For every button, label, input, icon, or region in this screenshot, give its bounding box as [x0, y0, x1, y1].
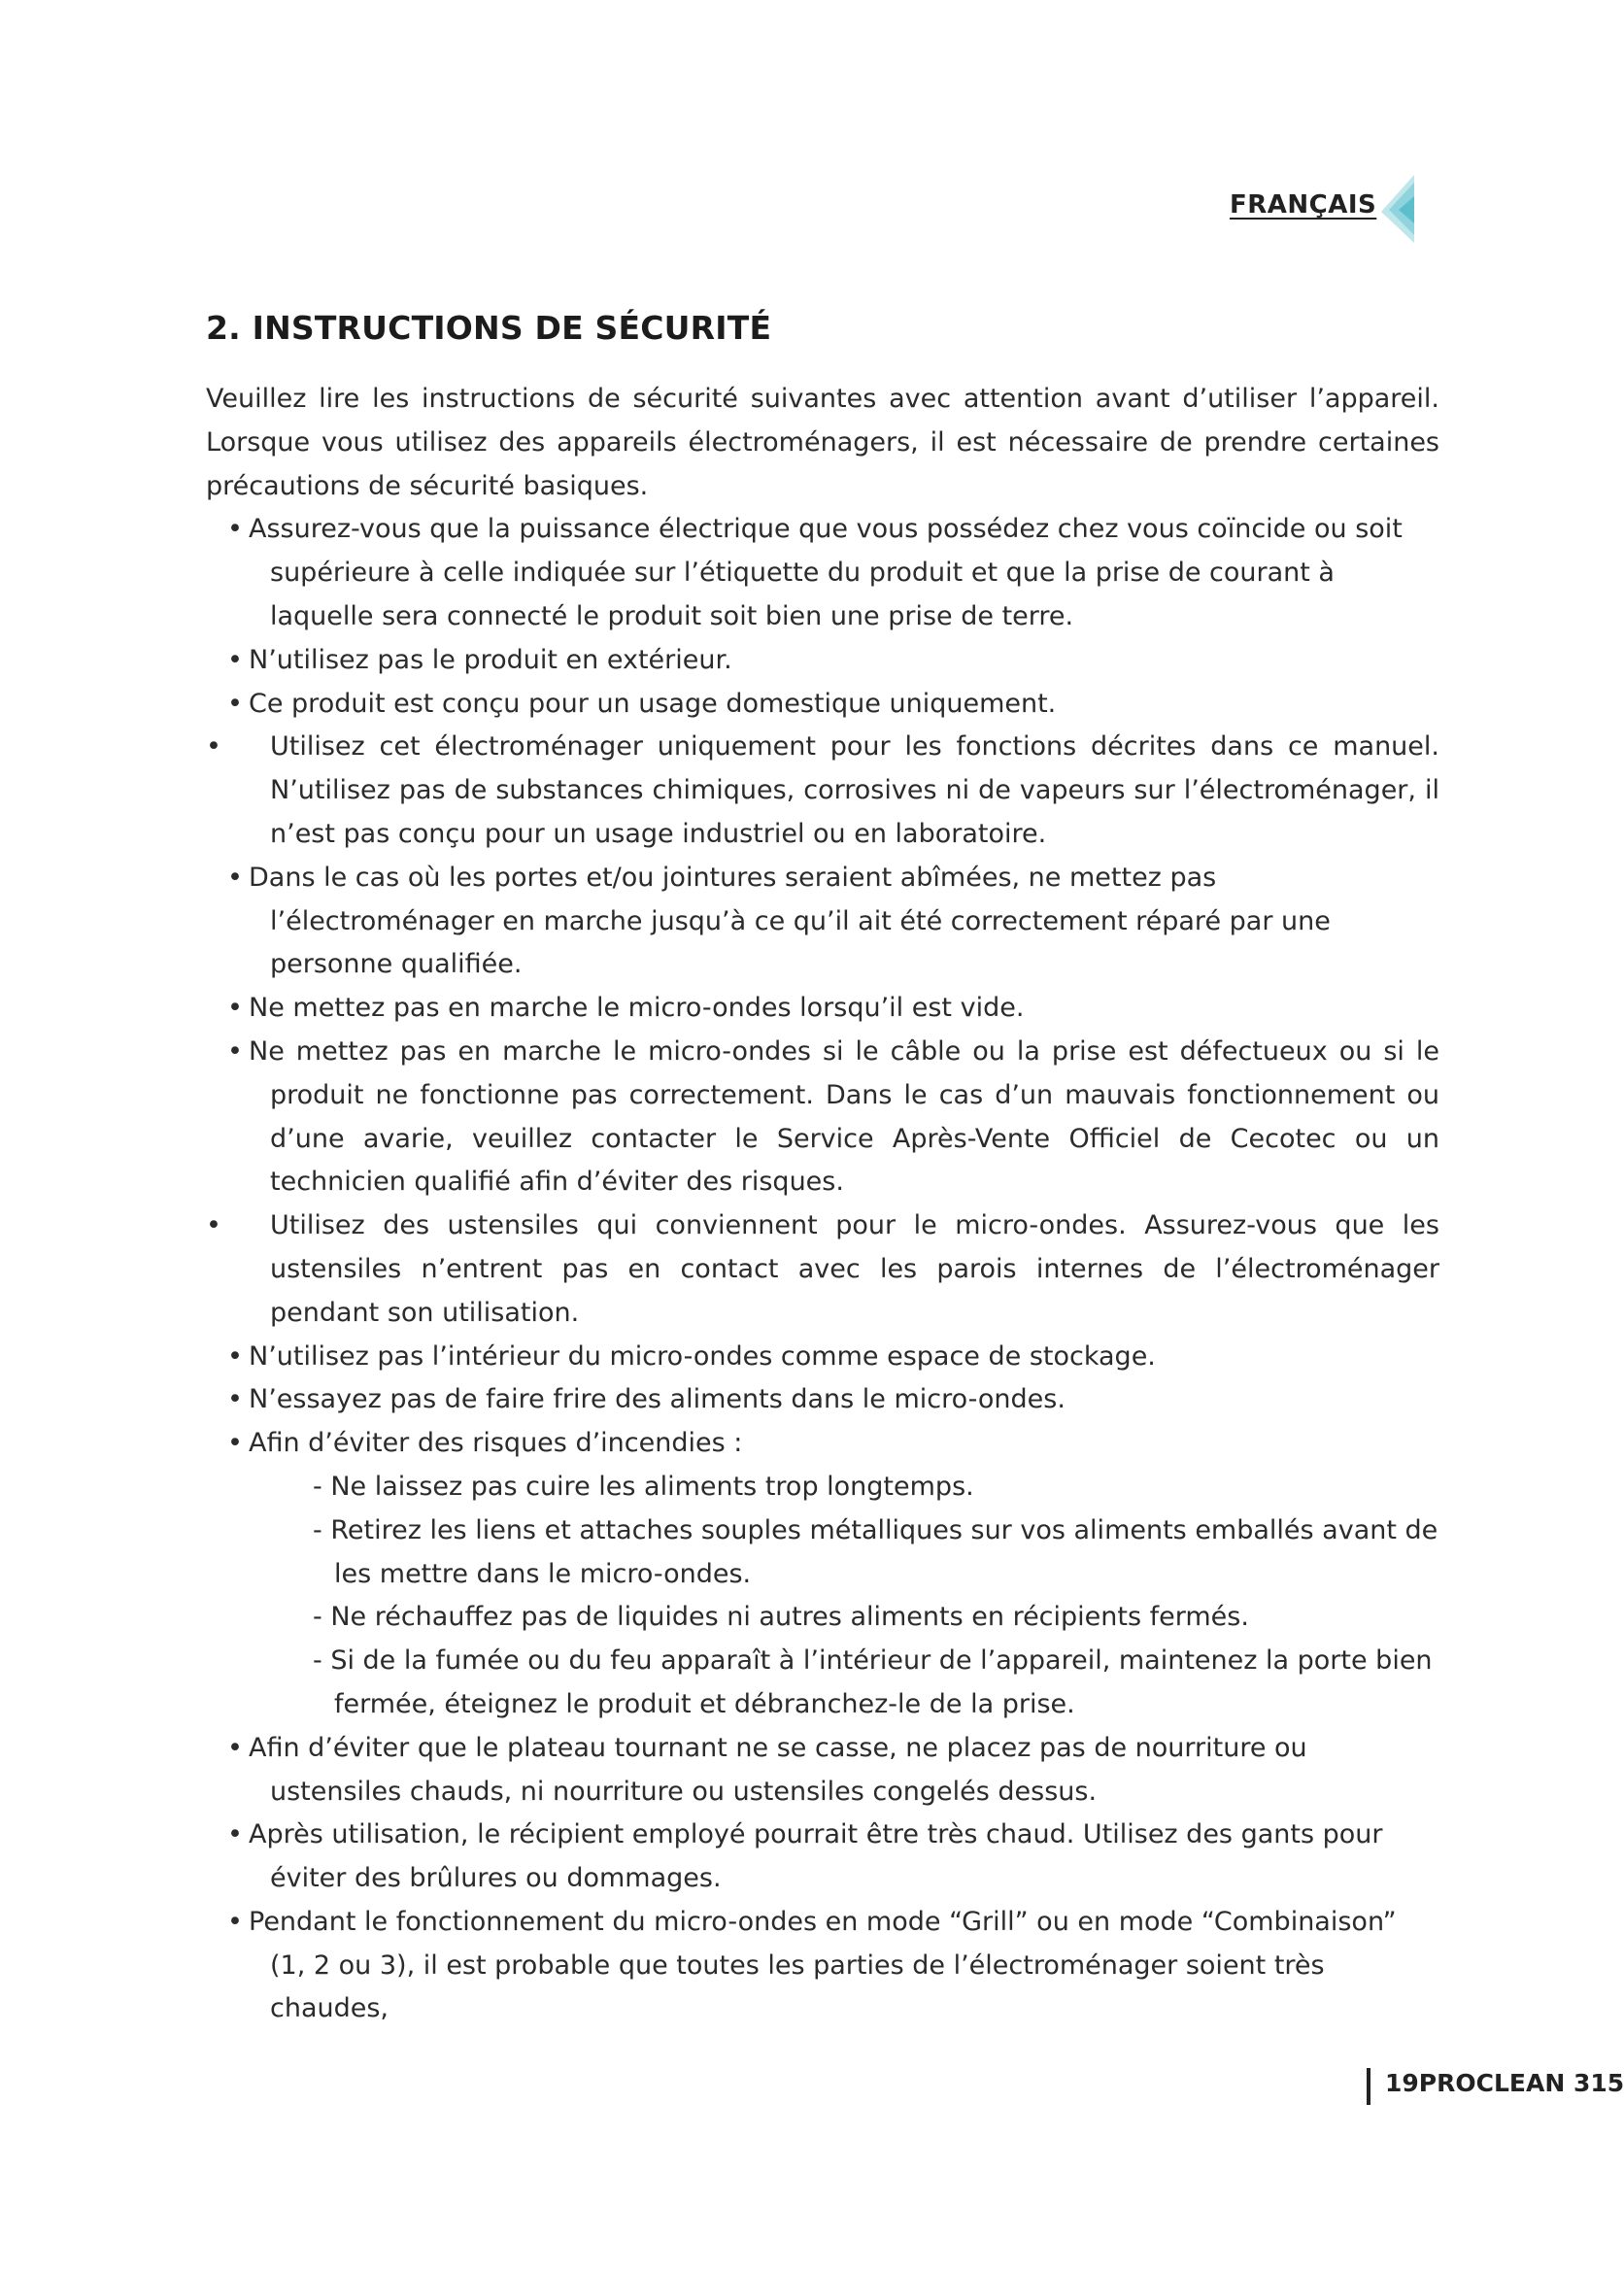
sub-list-item: - Ne laissez pas cuire les aliments trop longtemps.	[313, 1471, 974, 1502]
list-item	[206, 1378, 1439, 1422]
list-item-text: Ne mettez pas en marche le micro-ondes si le câble ou la prise est défectueux ou si le produit ne fonctionne pas correctement. Dans le cas d’un mauvais fonctionnement ou d’une avarie, veuillez contacter le Service Après-Vente Officiel de Cecotec ou un technicien qualifié afin d’éviter des risques.	[249, 1035, 1439, 1198]
safety-content	[206, 378, 1439, 2031]
footer-page-label: 19PROCLEAN 315	[1385, 2069, 1624, 2097]
list-item	[206, 857, 1439, 987]
bullet-icon: •	[227, 993, 243, 1024]
bullet-icon: •	[227, 1035, 243, 1067]
bullet-icon: •	[227, 1384, 243, 1415]
list-item	[206, 987, 1439, 1031]
fire-sub-list	[206, 1466, 1439, 1727]
bullet-icon: •	[227, 688, 243, 719]
bullet-icon: •	[227, 1428, 243, 1459]
list-item	[206, 1204, 1439, 1335]
footer-divider	[1367, 2068, 1370, 2105]
list-item	[206, 508, 1439, 638]
list-item	[206, 1901, 1439, 2031]
language-flag-icon	[1379, 175, 1414, 243]
list-item	[206, 1336, 1439, 1379]
list-item-text: Dans le cas où les portes et/ou jointures seraient abîmées, ne mettez pas l’électroménager en marche jusqu’à ce qu’il ait été correctement réparé par une personne qualifiée.	[249, 862, 1331, 980]
bullet-icon: •	[206, 1210, 221, 1241]
bullet-icon: •	[227, 1906, 243, 1937]
list-item-text: N’utilisez pas le produit en extérieur.	[249, 644, 732, 675]
list-item	[206, 1814, 1439, 1901]
list-item-text: Ce produit est conçu pour un usage domestique uniquement.	[249, 688, 1057, 719]
list-item-text: N’utilisez pas l’intérieur du micro-ondes comme espace de stockage.	[249, 1340, 1156, 1372]
list-item	[206, 1422, 1439, 1466]
bullet-icon: •	[206, 731, 221, 763]
section-title: 2. INSTRUCTIONS DE SÉCURITÉ	[206, 309, 772, 347]
intro-paragraph: Veuillez lire les instructions de sécurité suivantes avec attention avant d’utiliser l’appareil. Lorsque vous utilisez des appareils électroménagers, il est nécessaire de prendre certaines précautions de sécurité basiques.	[206, 384, 1439, 501]
sub-list-item: - Si de la fumée ou du feu apparaît à l’intérieur de l’appareil, maintenez la porte bien fermée, éteignez le produit et débranchez-le de la prise.	[313, 1645, 1433, 1719]
list-item	[206, 683, 1439, 727]
list-item-text: Pendant le fonctionnement du micro-ondes en mode “Grill” ou en mode “Combinaison” (1, 2 ou 3), il est probable que toutes les parties de l’électroménager soient très chaudes,	[249, 1906, 1397, 2024]
list-item-text: Utilisez cet électroménager uniquement pour les fonctions décrites dans ce manuel. N’utilisez pas de substances chimiques, corrosives ni de vapeurs sur l’électroménager, il n’est pas conçu pour un usage industriel ou en laboratoire.	[270, 731, 1439, 849]
bullet-icon: •	[227, 644, 243, 675]
list-item-text: Utilisez des ustensiles qui conviennent pour le micro-ondes. Assurez-vous que les ustensiles n’entrent pas en contact avec les parois internes de l’électroménager pendant son utilisation.	[270, 1210, 1439, 1328]
list-item-text: N’essayez pas de faire frire des aliments dans le micro-ondes.	[249, 1384, 1066, 1415]
list-item-text: Assurez-vous que la puissance électrique que vous possédez chez vous coïncide ou soit supérieure à celle indiquée sur l’étiquette du produit et que la prise de courant à laquelle sera connecté le produit soit bien une prise de terre.	[249, 514, 1403, 631]
language-header: FRANÇAIS	[1230, 190, 1377, 220]
list-item	[206, 1727, 1439, 1814]
list-item-text: Après utilisation, le récipient employé pourrait être très chaud. Utilisez des gants pour éviter des brûlures ou dommages.	[249, 1819, 1383, 1894]
list-item-text: Afin d’éviter que le plateau tournant ne se casse, ne placez pas de nourriture ou ustensiles chauds, ni nourriture ou ustensiles congelés dessus.	[249, 1732, 1307, 1807]
bullet-icon: •	[227, 514, 243, 545]
list-item-text: Ne mettez pas en marche le micro-ondes lorsqu’il est vide.	[249, 993, 1025, 1024]
sub-list-item: - Retirez les liens et attaches souples métalliques sur vos aliments emballés avant de les mettre dans le micro-ondes.	[313, 1514, 1438, 1589]
bullet-icon: •	[227, 1819, 243, 1850]
list-item	[206, 639, 1439, 683]
bullet-icon: •	[227, 862, 243, 893]
sub-list-container	[206, 1466, 1439, 1727]
list-item	[206, 726, 1439, 856]
bullet-icon: •	[227, 1340, 243, 1372]
bullet-icon: •	[227, 1732, 243, 1763]
list-item-text: Afin d’éviter des risques d’incendies :	[249, 1428, 743, 1459]
list-item	[206, 1031, 1439, 1204]
safety-list	[206, 508, 1439, 2031]
sub-list-item: - Ne réchauffez pas de liquides ni autres aliments en récipients fermés.	[313, 1602, 1249, 1633]
